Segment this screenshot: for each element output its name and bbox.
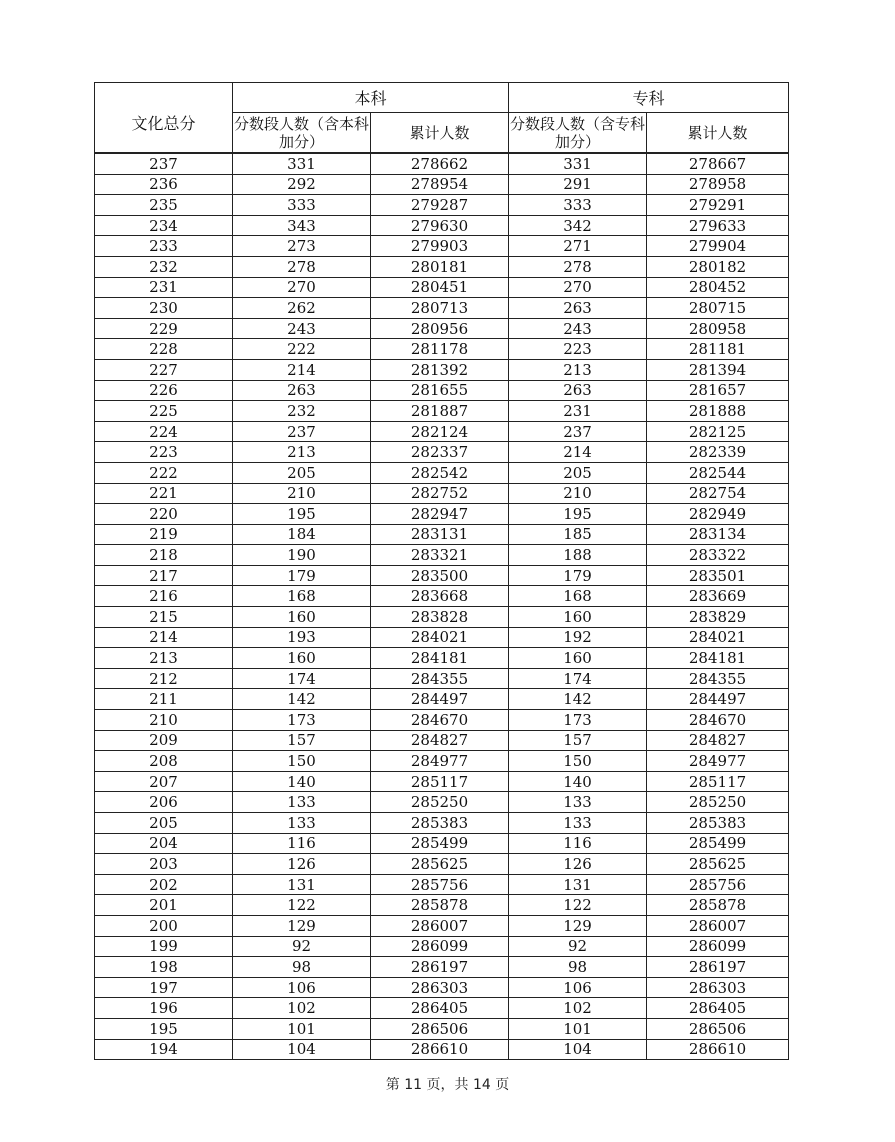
table-row: [95, 689, 789, 710]
score-cell: 213: [95, 648, 233, 669]
junior-cumulative-cell: 282125: [647, 421, 789, 442]
junior-segment-cell: 126: [509, 854, 647, 875]
junior-segment-cell: 237: [509, 421, 647, 442]
junior-cumulative-cell: 284355: [647, 668, 789, 689]
undergrad-segment-cell: 278: [233, 256, 371, 277]
undergrad-cumulative-cell: 284181: [371, 648, 509, 669]
score-cell: 219: [95, 524, 233, 545]
undergrad-segment-cell: 205: [233, 462, 371, 483]
undergrad-segment-cell: 116: [233, 833, 371, 854]
undergrad-segment-cell: 343: [233, 215, 371, 236]
table-row: [95, 504, 789, 525]
junior-segment-cell: 116: [509, 833, 647, 854]
score-cell: 216: [95, 586, 233, 607]
undergrad-segment-cell: 104: [233, 1039, 371, 1060]
junior-segment-cell: 150: [509, 751, 647, 772]
undergrad-cumulative-cell: 285117: [371, 771, 509, 792]
junior-segment-cell: 168: [509, 586, 647, 607]
undergrad-segment-cell: 106: [233, 977, 371, 998]
junior-cumulative-cell: 285499: [647, 833, 789, 854]
table-row: [95, 874, 789, 895]
junior-cumulative-cell: 286506: [647, 1018, 789, 1039]
score-cell: 198: [95, 957, 233, 978]
undergrad-cumulative-cell: 281887: [371, 401, 509, 422]
junior-segment-cell: 133: [509, 792, 647, 813]
score-cell: 222: [95, 462, 233, 483]
table-row: [95, 277, 789, 298]
undergrad-segment-cell: 133: [233, 813, 371, 834]
junior-segment-cell: 133: [509, 813, 647, 834]
undergrad-segment-cell: 133: [233, 792, 371, 813]
score-cell: 221: [95, 483, 233, 504]
undergrad-segment-cell: 232: [233, 401, 371, 422]
table-row: [95, 195, 789, 216]
junior-segment-cell: 92: [509, 936, 647, 957]
undergrad-cumulative-cell: 281392: [371, 359, 509, 380]
undergrad-cumulative-cell: 282542: [371, 462, 509, 483]
header-junior-segment: 分数段人数（含专科加分）: [509, 113, 647, 154]
junior-segment-cell: 331: [509, 153, 647, 174]
table-row: [95, 256, 789, 277]
table-row: [95, 751, 789, 772]
table-body: [95, 153, 789, 1060]
undergrad-cumulative-cell: 285625: [371, 854, 509, 875]
junior-segment-cell: 174: [509, 668, 647, 689]
junior-segment-cell: 192: [509, 627, 647, 648]
junior-segment-cell: 342: [509, 215, 647, 236]
table-row: [95, 1018, 789, 1039]
undergrad-cumulative-cell: 278954: [371, 174, 509, 195]
undergrad-cumulative-cell: 283321: [371, 545, 509, 566]
undergrad-segment-cell: 101: [233, 1018, 371, 1039]
score-cell: 234: [95, 215, 233, 236]
junior-cumulative-cell: 282949: [647, 504, 789, 525]
junior-segment-cell: 98: [509, 957, 647, 978]
table-row: [95, 792, 789, 813]
score-cell: 226: [95, 380, 233, 401]
header-junior-cumulative: 累计人数: [647, 113, 789, 154]
undergrad-cumulative-cell: 282337: [371, 442, 509, 463]
junior-cumulative-cell: 284977: [647, 751, 789, 772]
header-undergrad-segment: 分数段人数（含本科加分）: [233, 113, 371, 154]
table-row: [95, 915, 789, 936]
undergrad-segment-cell: 213: [233, 442, 371, 463]
undergrad-cumulative-cell: 285250: [371, 792, 509, 813]
undergrad-segment-cell: 173: [233, 710, 371, 731]
table-row: [95, 359, 789, 380]
undergrad-cumulative-cell: 283828: [371, 607, 509, 628]
junior-cumulative-cell: 285625: [647, 854, 789, 875]
table-row: [95, 1039, 789, 1060]
undergrad-cumulative-cell: 286610: [371, 1039, 509, 1060]
undergrad-cumulative-cell: 285878: [371, 895, 509, 916]
undergrad-segment-cell: 140: [233, 771, 371, 792]
junior-cumulative-cell: 285117: [647, 771, 789, 792]
junior-cumulative-cell: 284181: [647, 648, 789, 669]
page-number: 第 11 页，共 14 页: [385, 1077, 510, 1093]
score-cell: 235: [95, 195, 233, 216]
score-cell: 228: [95, 339, 233, 360]
score-cell: 224: [95, 421, 233, 442]
score-cell: 209: [95, 730, 233, 751]
score-cell: 223: [95, 442, 233, 463]
junior-cumulative-cell: 285878: [647, 895, 789, 916]
junior-segment-cell: 231: [509, 401, 647, 422]
undergrad-segment-cell: 193: [233, 627, 371, 648]
undergrad-segment-cell: 333: [233, 195, 371, 216]
junior-segment-cell: 271: [509, 236, 647, 257]
table-row: [95, 895, 789, 916]
score-cell: 232: [95, 256, 233, 277]
junior-segment-cell: 101: [509, 1018, 647, 1039]
undergrad-cumulative-cell: 282124: [371, 421, 509, 442]
undergrad-cumulative-cell: 281655: [371, 380, 509, 401]
score-cell: 220: [95, 504, 233, 525]
junior-segment-cell: 263: [509, 298, 647, 319]
junior-segment-cell: 104: [509, 1039, 647, 1060]
score-cell: 204: [95, 833, 233, 854]
undergrad-cumulative-cell: 285499: [371, 833, 509, 854]
junior-segment-cell: 195: [509, 504, 647, 525]
junior-cumulative-cell: 286197: [647, 957, 789, 978]
undergrad-segment-cell: 292: [233, 174, 371, 195]
junior-segment-cell: 160: [509, 648, 647, 669]
undergrad-segment-cell: 142: [233, 689, 371, 710]
undergrad-segment-cell: 184: [233, 524, 371, 545]
table-row: [95, 298, 789, 319]
undergrad-segment-cell: 131: [233, 874, 371, 895]
junior-cumulative-cell: 283134: [647, 524, 789, 545]
junior-cumulative-cell: 280958: [647, 318, 789, 339]
junior-cumulative-cell: 283501: [647, 565, 789, 586]
undergrad-segment-cell: 222: [233, 339, 371, 360]
undergrad-cumulative-cell: 279287: [371, 195, 509, 216]
junior-cumulative-cell: 281181: [647, 339, 789, 360]
score-cell: 212: [95, 668, 233, 689]
table-row: [95, 421, 789, 442]
score-cell: 207: [95, 771, 233, 792]
undergrad-cumulative-cell: 284670: [371, 710, 509, 731]
header-junior: 专科: [509, 83, 789, 113]
undergrad-segment-cell: 263: [233, 380, 371, 401]
table-row: [95, 236, 789, 257]
undergrad-segment-cell: 210: [233, 483, 371, 504]
score-cell: 236: [95, 174, 233, 195]
table-row: [95, 153, 789, 174]
table-row: [95, 730, 789, 751]
undergrad-cumulative-cell: 282947: [371, 504, 509, 525]
undergrad-cumulative-cell: 278662: [371, 153, 509, 174]
table-row: [95, 380, 789, 401]
score-cell: 217: [95, 565, 233, 586]
table-row: [95, 524, 789, 545]
junior-segment-cell: 188: [509, 545, 647, 566]
table-row: [95, 483, 789, 504]
junior-segment-cell: 179: [509, 565, 647, 586]
junior-cumulative-cell: 286099: [647, 936, 789, 957]
table-row: [95, 833, 789, 854]
junior-segment-cell: 102: [509, 998, 647, 1019]
undergrad-cumulative-cell: 282752: [371, 483, 509, 504]
score-cell: 199: [95, 936, 233, 957]
undergrad-segment-cell: 273: [233, 236, 371, 257]
undergrad-segment-cell: 174: [233, 668, 371, 689]
undergrad-segment-cell: 243: [233, 318, 371, 339]
junior-segment-cell: 185: [509, 524, 647, 545]
table-row: [95, 462, 789, 483]
junior-cumulative-cell: 280715: [647, 298, 789, 319]
table-row: [95, 936, 789, 957]
undergrad-cumulative-cell: 286405: [371, 998, 509, 1019]
junior-segment-cell: 243: [509, 318, 647, 339]
table-row: [95, 545, 789, 566]
score-cell: 197: [95, 977, 233, 998]
junior-segment-cell: 214: [509, 442, 647, 463]
undergrad-cumulative-cell: 286303: [371, 977, 509, 998]
undergrad-cumulative-cell: 279630: [371, 215, 509, 236]
undergrad-segment-cell: 122: [233, 895, 371, 916]
score-cell: 237: [95, 153, 233, 174]
table-row: [95, 648, 789, 669]
junior-segment-cell: 213: [509, 359, 647, 380]
table-row: [95, 813, 789, 834]
header-score: 文化总分: [95, 83, 233, 154]
undergrad-segment-cell: 214: [233, 359, 371, 380]
junior-segment-cell: 205: [509, 462, 647, 483]
undergrad-cumulative-cell: 286197: [371, 957, 509, 978]
undergrad-segment-cell: 129: [233, 915, 371, 936]
score-cell: 231: [95, 277, 233, 298]
undergrad-segment-cell: 179: [233, 565, 371, 586]
undergrad-cumulative-cell: 284497: [371, 689, 509, 710]
junior-cumulative-cell: 284497: [647, 689, 789, 710]
header-undergrad: 本科: [233, 83, 509, 113]
junior-segment-cell: 333: [509, 195, 647, 216]
undergrad-cumulative-cell: 284827: [371, 730, 509, 751]
junior-segment-cell: 210: [509, 483, 647, 504]
score-cell: 215: [95, 607, 233, 628]
undergrad-cumulative-cell: 284977: [371, 751, 509, 772]
junior-segment-cell: 173: [509, 710, 647, 731]
undergrad-cumulative-cell: 286506: [371, 1018, 509, 1039]
junior-segment-cell: 129: [509, 915, 647, 936]
undergrad-cumulative-cell: 283668: [371, 586, 509, 607]
junior-segment-cell: 160: [509, 607, 647, 628]
undergrad-segment-cell: 102: [233, 998, 371, 1019]
table-row: [95, 565, 789, 586]
undergrad-segment-cell: 331: [233, 153, 371, 174]
junior-segment-cell: 291: [509, 174, 647, 195]
junior-cumulative-cell: 284827: [647, 730, 789, 751]
undergrad-segment-cell: 92: [233, 936, 371, 957]
undergrad-cumulative-cell: 285756: [371, 874, 509, 895]
junior-cumulative-cell: 280452: [647, 277, 789, 298]
undergrad-segment-cell: 157: [233, 730, 371, 751]
header-undergrad-cumulative: 累计人数: [371, 113, 509, 154]
undergrad-cumulative-cell: 283131: [371, 524, 509, 545]
undergrad-segment-cell: 150: [233, 751, 371, 772]
undergrad-cumulative-cell: 279903: [371, 236, 509, 257]
table-row: [95, 977, 789, 998]
table-row: [95, 586, 789, 607]
undergrad-segment-cell: 262: [233, 298, 371, 319]
junior-segment-cell: 140: [509, 771, 647, 792]
junior-cumulative-cell: 283322: [647, 545, 789, 566]
junior-cumulative-cell: 282754: [647, 483, 789, 504]
junior-cumulative-cell: 282339: [647, 442, 789, 463]
junior-segment-cell: 131: [509, 874, 647, 895]
score-cell: 205: [95, 813, 233, 834]
junior-cumulative-cell: 281657: [647, 380, 789, 401]
table-row: [95, 854, 789, 875]
undergrad-segment-cell: 195: [233, 504, 371, 525]
table-row: [95, 998, 789, 1019]
score-cell: 230: [95, 298, 233, 319]
score-cell: 227: [95, 359, 233, 380]
table-row: [95, 627, 789, 648]
score-cell: 206: [95, 792, 233, 813]
score-cell: 202: [95, 874, 233, 895]
score-cell: 203: [95, 854, 233, 875]
junior-cumulative-cell: 283669: [647, 586, 789, 607]
score-cell: 210: [95, 710, 233, 731]
table-row: [95, 957, 789, 978]
score-cell: 225: [95, 401, 233, 422]
undergrad-segment-cell: 270: [233, 277, 371, 298]
junior-cumulative-cell: 279291: [647, 195, 789, 216]
junior-cumulative-cell: 286610: [647, 1039, 789, 1060]
junior-cumulative-cell: 284670: [647, 710, 789, 731]
score-cell: 196: [95, 998, 233, 1019]
undergrad-cumulative-cell: 280956: [371, 318, 509, 339]
undergrad-segment-cell: 126: [233, 854, 371, 875]
undergrad-segment-cell: 160: [233, 648, 371, 669]
table-row: [95, 401, 789, 422]
junior-cumulative-cell: 284021: [647, 627, 789, 648]
junior-cumulative-cell: 281888: [647, 401, 789, 422]
undergrad-cumulative-cell: 284355: [371, 668, 509, 689]
junior-cumulative-cell: 285250: [647, 792, 789, 813]
undergrad-cumulative-cell: 286007: [371, 915, 509, 936]
junior-cumulative-cell: 285756: [647, 874, 789, 895]
undergrad-segment-cell: 168: [233, 586, 371, 607]
junior-cumulative-cell: 278958: [647, 174, 789, 195]
junior-cumulative-cell: 286007: [647, 915, 789, 936]
score-cell: 229: [95, 318, 233, 339]
junior-segment-cell: 278: [509, 256, 647, 277]
score-cell: 214: [95, 627, 233, 648]
score-cell: 195: [95, 1018, 233, 1039]
score-cell: 200: [95, 915, 233, 936]
junior-segment-cell: 270: [509, 277, 647, 298]
junior-cumulative-cell: 280182: [647, 256, 789, 277]
junior-segment-cell: 122: [509, 895, 647, 916]
score-cell: 211: [95, 689, 233, 710]
junior-cumulative-cell: 286303: [647, 977, 789, 998]
undergrad-cumulative-cell: 280713: [371, 298, 509, 319]
junior-cumulative-cell: 279633: [647, 215, 789, 236]
undergrad-cumulative-cell: 286099: [371, 936, 509, 957]
junior-segment-cell: 106: [509, 977, 647, 998]
score-cell: 208: [95, 751, 233, 772]
junior-segment-cell: 157: [509, 730, 647, 751]
junior-segment-cell: 223: [509, 339, 647, 360]
table-row: [95, 339, 789, 360]
table-row: [95, 710, 789, 731]
junior-cumulative-cell: 283829: [647, 607, 789, 628]
junior-cumulative-cell: 282544: [647, 462, 789, 483]
junior-cumulative-cell: 279904: [647, 236, 789, 257]
undergrad-segment-cell: 98: [233, 957, 371, 978]
undergrad-cumulative-cell: 280181: [371, 256, 509, 277]
undergrad-segment-cell: 237: [233, 421, 371, 442]
junior-cumulative-cell: 286405: [647, 998, 789, 1019]
score-cell: 218: [95, 545, 233, 566]
junior-cumulative-cell: 281394: [647, 359, 789, 380]
undergrad-cumulative-cell: 284021: [371, 627, 509, 648]
table-row: [95, 668, 789, 689]
junior-segment-cell: 263: [509, 380, 647, 401]
table-row: [95, 215, 789, 236]
junior-segment-cell: 142: [509, 689, 647, 710]
score-cell: 194: [95, 1039, 233, 1060]
table-row: [95, 607, 789, 628]
table-row: [95, 771, 789, 792]
undergrad-segment-cell: 160: [233, 607, 371, 628]
table-row: [95, 174, 789, 195]
table-header: [95, 83, 789, 154]
score-cell: 233: [95, 236, 233, 257]
undergrad-cumulative-cell: 280451: [371, 277, 509, 298]
score-distribution-table: [94, 82, 789, 1060]
score-cell: 201: [95, 895, 233, 916]
undergrad-cumulative-cell: 285383: [371, 813, 509, 834]
junior-cumulative-cell: 285383: [647, 813, 789, 834]
table-row: [95, 318, 789, 339]
table-row: [95, 442, 789, 463]
undergrad-cumulative-cell: 283500: [371, 565, 509, 586]
undergrad-segment-cell: 190: [233, 545, 371, 566]
undergrad-cumulative-cell: 281178: [371, 339, 509, 360]
junior-cumulative-cell: 278667: [647, 153, 789, 174]
